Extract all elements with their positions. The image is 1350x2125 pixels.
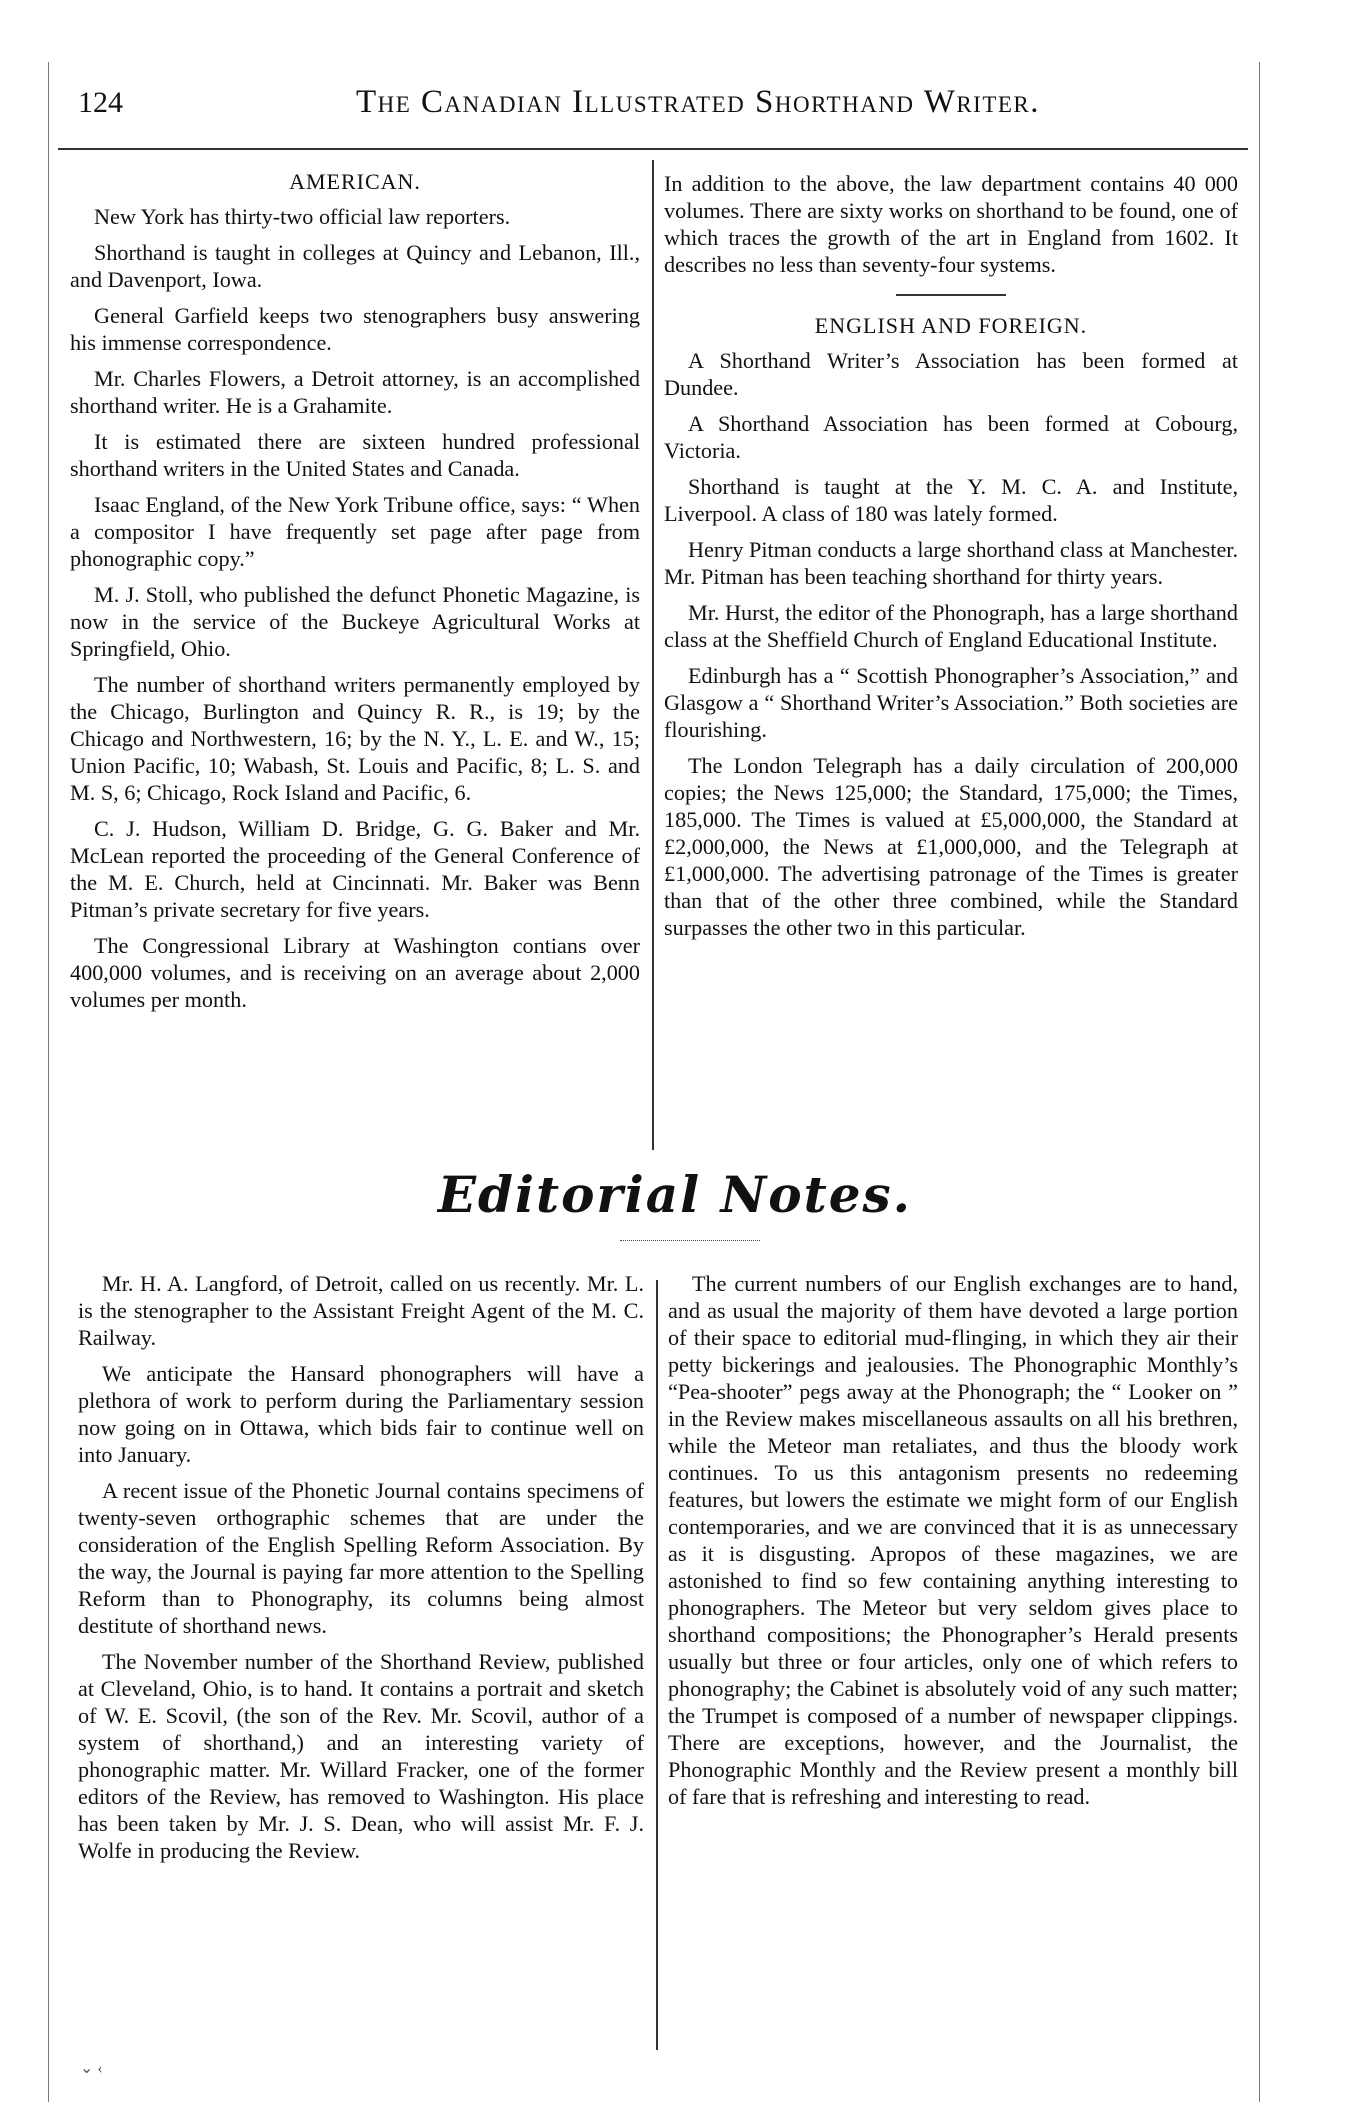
editorial-left-column xyxy=(78,1270,644,1873)
editorial-paragraph: Mr. H. A. Langford, of Detroit, called on us recently. Mr. L. is the stenographer to the Assistant Freight Agent of the M. C. Railway. xyxy=(78,1271,644,1350)
american-paragraph: M. J. Stoll, who published the defunct Phonetic Magazine, is now in the service of the Buckeye Agricultural Works at Springfield, Ohio. xyxy=(70,582,640,661)
editorial-notes-title: Editorial Notes. xyxy=(437,1165,913,1224)
editorial-right-column xyxy=(668,1270,1238,1819)
american-paragraph: The number of shorthand writers permanently employed by the Chicago, Burlington and Quincy R. R., is 19; by the Chicago and Northwestern, 16; by the N. Y., L. E. and W., 15; Union Pacific, 10; Wabash, St. Louis and Pacific, 8; L. S. and M. S, 6; Chicago, Rock Island and Pacific, 6. xyxy=(70,672,640,805)
title-dotted-rule xyxy=(620,1240,760,1241)
editorial-paragraph: We anticipate the Hansard phonographers will have a plethora of work to perform during the Parliamentary session now going on in Ottawa, which bids fair to continue well on into January. xyxy=(78,1361,644,1467)
english-foreign-heading: ENGLISH AND FOREIGN. xyxy=(814,312,1088,338)
page-header xyxy=(78,84,1238,136)
american-paragraph: New York has thirty-two official law reporters. xyxy=(94,204,511,229)
footer-mark: ⌄ ‹ xyxy=(80,2060,103,2077)
american-heading: AMERICAN. xyxy=(289,169,421,194)
editorial-paragraph: The November number of the Shorthand Review, published at Cleveland, Ohio, is to hand. It contains a portrait and sketch of W. E. Scovil, (the son of the Rev. Mr. Scovil, author of a system of shorthand,) and an interesting variety of phonographic matter. Mr. Willard Fracker, one of the former editors of the Review, has removed to Washington. His place has been taken by Mr. J. S. Dean, who will assist Mr. F. J. Wolfe in producing the Review. xyxy=(78,1649,644,1863)
english-foreign-paragraph: Shorthand is taught at the Y. M. C. A. and Institute, Liverpool. A class of 180 was lately formed. xyxy=(664,473,1238,526)
page-number: 124 xyxy=(78,86,123,119)
library-continuation: In addition to the above, the law department contains 40 000 volumes. There are sixty works on shorthand to be found, one of which traces the growth of the art in England from 1602. It describes no less than seventy-four systems. xyxy=(664,171,1238,277)
american-paragraph: It is estimated there are sixteen hundred professional shorthand writers in the United States and Canada. xyxy=(70,429,640,481)
english-foreign-paragraph: Henry Pitman conducts a large shorthand class at Manchester. Mr. Pitman has been teaching shorthand for thirty years. xyxy=(664,536,1238,589)
american-paragraph: Isaac England, of the New York Tribune office, says: “ When a compositor I have frequently set page after page from phonographic copy.” xyxy=(70,492,640,571)
running-head: The Canadian Illustrated Shorthand Writer. xyxy=(355,84,1041,120)
english-foreign-paragraph: The London Telegraph has a daily circulation of 200,000 copies; the News 125,000; the Standard, 175,000; the Times, 185,000. The Times is valued at £5,000,000, the Standard at £2,000,000, the News at £1,000,000, and the Telegraph at £1,000,000. The advertising patronage of the Times is greater than that of the other three combined, while the Standard surpasses the other two in this particular. xyxy=(664,752,1238,940)
editorial-paragraph: The current numbers of our English exchanges are to hand, and as usual the majority of them have devoted a large portion of their space to editorial mud-flinging, in which they air their petty bickerings and jealousies. The Phonographic Monthly’s “Pea-shooter” pegs away at the Phonograph; the “ Looker on ” in the Review makes miscellaneous assaults on all his brethren, while the Meteor man retaliates, and thus the bloody work continues. To us this antagonism presents no redeeming features, but lowers the estimate we might form of our English contemporaries, and we are convinced that it is as unnecessary as it is disgusting. Apropos of these magazines, we are astonished to find so few containing anything interesting to phonographers. The Meteor but very seldom gives place to shorthand compositions; the Phonographer’s Herald presents usually but three or four articles, only one of which refers to phonography; the Cabinet is absolutely void of any such matter; the Trumpet is composed of a number of newspaper clippings. There are exceptions, however, and the Journalist, the Phonographic Monthly and the Review present a monthly bill of fare that is refreshing and interesting to read. xyxy=(668,1271,1238,1809)
american-paragraph: C. J. Hudson, William D. Bridge, G. G. Baker and Mr. McLean reported the proceeding of the General Conference of the M. E. Church, held at Cincinnati. Mr. Baker was Benn Pitman’s private secretary for five years. xyxy=(70,816,640,922)
american-paragraph: Shorthand is taught in colleges at Quincy and Lebanon, Ill., and Davenport, Iowa. xyxy=(70,240,640,292)
english-foreign-paragraph: Mr. Hurst, the editor of the Phonograph, has a large shorthand class at the Sheffield Church of England Educational Institute. xyxy=(664,599,1238,652)
column-divider-bottom xyxy=(656,1280,658,2050)
american-paragraph: The Congressional Library at Washington contians over 400,000 volumes, and is receiving on an average about 2,000 volumes per month. xyxy=(70,933,640,1012)
english-foreign-paragraph: Edinburgh has a “ Scottish Phonographer’s Association,” and Glasgow a “ Shorthand Writer’s Association.” Both societies are flourishing. xyxy=(664,662,1238,742)
english-foreign-paragraph: A Shorthand Writer’s Association has been formed at Dundee. xyxy=(664,347,1238,400)
american-column xyxy=(70,168,640,1022)
editorial-paragraph: A recent issue of the Phonetic Journal contains specimens of twenty-seven orthographic schemes that are under the consideration of the English Spelling Reform Association. By the way, the Journal is paying far more attention to the Spelling Reform than to Phonography, its columns being almost destitute of shorthand news. xyxy=(78,1478,644,1638)
column-divider-top xyxy=(652,160,654,1150)
american-paragraph: General Garfield keeps two stenographers busy answering his immense correspondence. xyxy=(70,303,640,355)
english-foreign-paragraph: A Shorthand Association has been formed at Cobourg, Victoria. xyxy=(664,410,1238,463)
section-rule xyxy=(896,294,1006,296)
english-foreign-column xyxy=(664,170,1238,950)
american-paragraph: Mr. Charles Flowers, a Detroit attorney, is an accomplished shorthand writer. He is a Grahamite. xyxy=(70,366,640,418)
header-rule xyxy=(58,148,1248,150)
